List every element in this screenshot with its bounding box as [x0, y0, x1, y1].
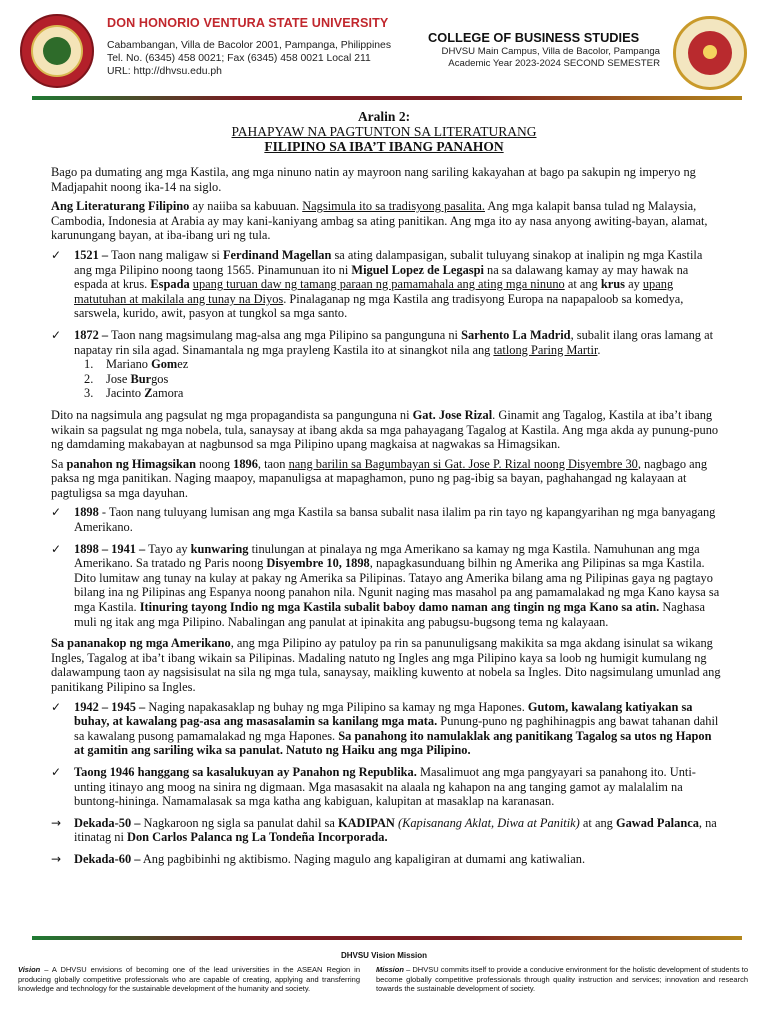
college-name: COLLEGE OF BUSINESS STUDIES	[428, 30, 640, 45]
letterhead	[0, 0, 768, 92]
check-mark-icon: ✓	[51, 247, 62, 262]
intro-paragraph: Bago pa dumating ang mga Kastila, ang mga ninuno natin ay mayroon nang sariling kakayahan at bago pa sakupin ng imperyo ng Madjapahit noong ika-14 na siglo.	[51, 165, 696, 194]
propaganda-paragraph: Dito na nagsimula ang pagsulat ng mga propagandista sa pangunguna ni Gat. Jose Rizal. Ginamit ang Tagalog, Kastila at iba’t ibang wikain sa pagsulat ng mga nobela, tula, sanaysay at ibang akda sa mga pahayagang Tagalog at Kastila. Ang mga akda ay punung-puno ng damdaming makabayan at nagbunsod sa mga Pilipino upang magkaisa at nagwakas sa Himagsikan.	[51, 407, 719, 452]
himagsikan-paragraph: Sa panahon ng Himagsikan noong 1896, taon nang barilin sa Bagumbayan si Gat. Jose P. Rizal noong Disyembre 30, nagbago ang paksa ng mga panitikan. Naging maapoy, mapanuligsa at mapaghamon, puno ng pag-ibig sa bayan, paghahangad ng kalayaan at pagtuligsa sa mga dayuhan.	[51, 456, 708, 500]
university-address: Cabambangan, Villa de Bacolor 2001, Pampanga, Philippines	[107, 40, 392, 51]
lesson-title-line1: PAHAPYAW NA PAGTUNTON SA LITERATURANG	[231, 124, 537, 139]
right-arrow-icon: →	[51, 851, 62, 866]
check-mark-icon: ✓	[51, 699, 62, 714]
vision-mission-title: DHVSU Vision Mission	[340, 951, 428, 960]
timeline-item-1872: ✓ 1872 – Taon nang magsimulang mag-alsa ang mga Pilipino sa pangunguna ni Sarhento La Madrid, subalit ilang oras lamang at napatay rin sila agad. Sinamantala ng mga prayleng Kastila ito at sinangkot nila ang tatlong Paring Martir. 1. Mariano Gomez 2. Jose Burgos 3. Jacinto Zamora	[51, 328, 723, 401]
timeline-item-1898-1941: ✓ 1898 – 1941 – Tayo ay kunwaring tinulungan at pinalaya ng mga Amerikano sa kamay ng mga Kastila. Namuhunan ang mga Amerikano. Sa tratado ng Paris noong Disyembre 10, 1898, napagkasunduang bilhin ng Amerika ang Pilipinas sa mga Kastila. Dito lumitaw ang tunay na kulay at pakay ng Amerika sa Pilipinas. Tatayo ang Amerika bilang ama ng Pilipinas gaya ng pagtayo bilang ina ng Pilipinas ang Espanya noong panahon nila. Ngunit naging mas masahol pa ang pamamalakad ng mga Kano kaysa sa mga Kastila. Itinuring tayong Indio ng mga Kastila subalit baboy damo naman ang tingin ng mga Kano sa atin. Naghasa muli ng itak ang mga Pilipino. Nabalingan ang panulat at ipinakita ang pabugsu-bugsong tema ng kalayaan.	[51, 541, 720, 629]
timeline-item-1521: ✓ 1521 – Taon nang maligaw si Ferdinand Magellan sa ating dalampasigan, subalit tuluyang sinakop at inalipin ng mga Kastila ang mga Pilipino noong taong 1565. Pinamunuan ito ni Miguel Lopez de Legaspi na sa dalawang kamay ay may hawak na espada at krus. Espada upang turuan daw ng tamang paraan ng pamamahala ang ating mga ninuno at ang krus ay upang matutuhan at makilala ang tunay na Diyos. Pinalaganap ng mga Kastila ang tradisyong Europa na napapaloob sa komedya, sarswela, kurido, awit, pasyon at tungkol sa mga santo.	[51, 247, 703, 321]
lesson-number: Aralin 2:	[357, 109, 411, 124]
check-mark-icon: ✓	[51, 327, 62, 342]
university-contact	[107, 39, 391, 78]
timeline-item-1942-1945: ✓ 1942 – 1945 – Naging napakasaklap ng buhay ng mga Pilipino sa kamay ng mga Hapones. Gutom, kawalang katiyakan sa buhay, at kawalang pag-asa ang masasalamin sa kanilang mga mata. Punung-puno ng paghihinagpis ang bawat tahanan dahil sa kawalang pusong pamamalakad ng mga Hapones. Sa panahong ito namulaklak ang panitikang Tagalog sa utos ng Hapon at gamitin ang sariling wika sa panulat. Natuto ng Haiku ang mga Pilipino.	[51, 699, 719, 758]
timeline-item-dekada-60: → Dekada-60 – Ang pagbibinhi ng aktibismo. Naging magulo ang kapaligiran at dumami ang katiwalian.	[51, 851, 586, 866]
timeline-item-1946: ✓ Taong 1946 hanggang sa kasalukuyan ay Panahon ng Republika. Masalimuot ang mga pangyayari sa panahong ito. Unti-unting itinayo ang moog na sinira ng digmaan. Mga masasakit na alaala ng kahapon na ang tanging gamot ay malalalim na buntong-hininga. Namamalasak sa mga katha ang kabiguan, kalupitan at masaklap na karanasan.	[51, 764, 696, 809]
vision-statement: Vision – A DHVSU envisions of becoming one of the lead universities in the ASEAN Region in producing globally competitive professionals who are capable of creating, applying and transferring knowledge and technology for the sustainable development of the humanity and society.	[18, 965, 360, 994]
university-name: DON HONORIO VENTURA STATE UNIVERSITY	[107, 15, 389, 30]
list-item: 3. Jacinto Zamora	[84, 386, 184, 401]
academic-year: Academic Year 2023-2024 SECOND SEMESTER	[448, 58, 660, 69]
lesson-title-line2: FILIPINO SA IBA’T IBANG PANAHON	[264, 139, 504, 154]
american-period-paragraph: Sa pananakop ng mga Amerikano, ang mga Pilipino ay patuloy pa rin sa panunuligsang makikita sa mga akdang isinulat sa wikang Ingles, Tagalog at iba’t ibang wikain sa Pilipinas. Madaling natuto ng Ingles ang mga Pilipino kaya sa loob ng humigit kumulang ng dalawampung taon ay nagsisisulat na sila ng mga tula, sanaysay, maikling kuwento at nobela sa Ingles. Dito nagsimulang umunlad ang panitikang Pilipino sa Ingles.	[51, 636, 721, 694]
check-mark-icon: ✓	[51, 505, 62, 520]
timeline-item-1898: ✓ 1898 - Taon nang tuluyang lumisan ang mga Kastila sa bansa subalit nasa ilalim pa rin tayo ng kapangyarihan ng mga banyagang Amerikano.	[51, 505, 716, 535]
literature-paragraph: Ang Literaturang Filipino ay naiiba sa kabuuan. Nagsimula ito sa tradisyong pasalita. Ang mga kalapit bansa tulad ng Malaysia, Cambodia, Indonesia at Arabia ay may kani-kaniyang ambag sa ating panitikan. Ang mga ito ay nasa anyong awiting-bayan, alamat, karunungang bayan, at iba-ibang uri ng tula.	[51, 199, 708, 243]
header-divider	[32, 96, 742, 100]
university-phone: Tel. No. (6345) 458 0021; Fax (6345) 458 0021 Local 211	[107, 53, 371, 64]
university-url: URL: http://dhvsu.edu.ph	[107, 66, 222, 77]
college-details	[428, 46, 660, 70]
lesson-body	[51, 165, 723, 874]
college-campus: DHVSU Main Campus, Villa de Bacolor, Pampanga	[441, 46, 660, 57]
list-item: 2. Jose Burgos	[84, 371, 169, 386]
right-arrow-icon: →	[51, 815, 62, 830]
check-mark-icon: ✓	[51, 764, 62, 779]
university-seal-icon	[20, 14, 94, 88]
mission-statement: Mission – DHVSU commits itself to provide a conducive environment for the holistic development of students to become globally competitive professionals through quality instruction and services; innovation and research towards the sustainable development of society.	[376, 965, 748, 994]
martyr-priests-list	[84, 357, 723, 401]
timeline-item-dekada-50: → Dekada-50 – Nagkaroon ng sigla sa panulat dahil sa KADIPAN (Kapisanang Aklat, Diwa at Panitik) at ang Gawad Palanca, na itinatag ni Don Carlos Palanca ng La Tondeña Incorporada.	[51, 815, 717, 845]
list-item: 1. Mariano Gomez	[84, 357, 189, 372]
college-seal-icon	[673, 16, 747, 90]
footer-divider	[32, 936, 742, 940]
check-mark-icon: ✓	[51, 541, 62, 556]
